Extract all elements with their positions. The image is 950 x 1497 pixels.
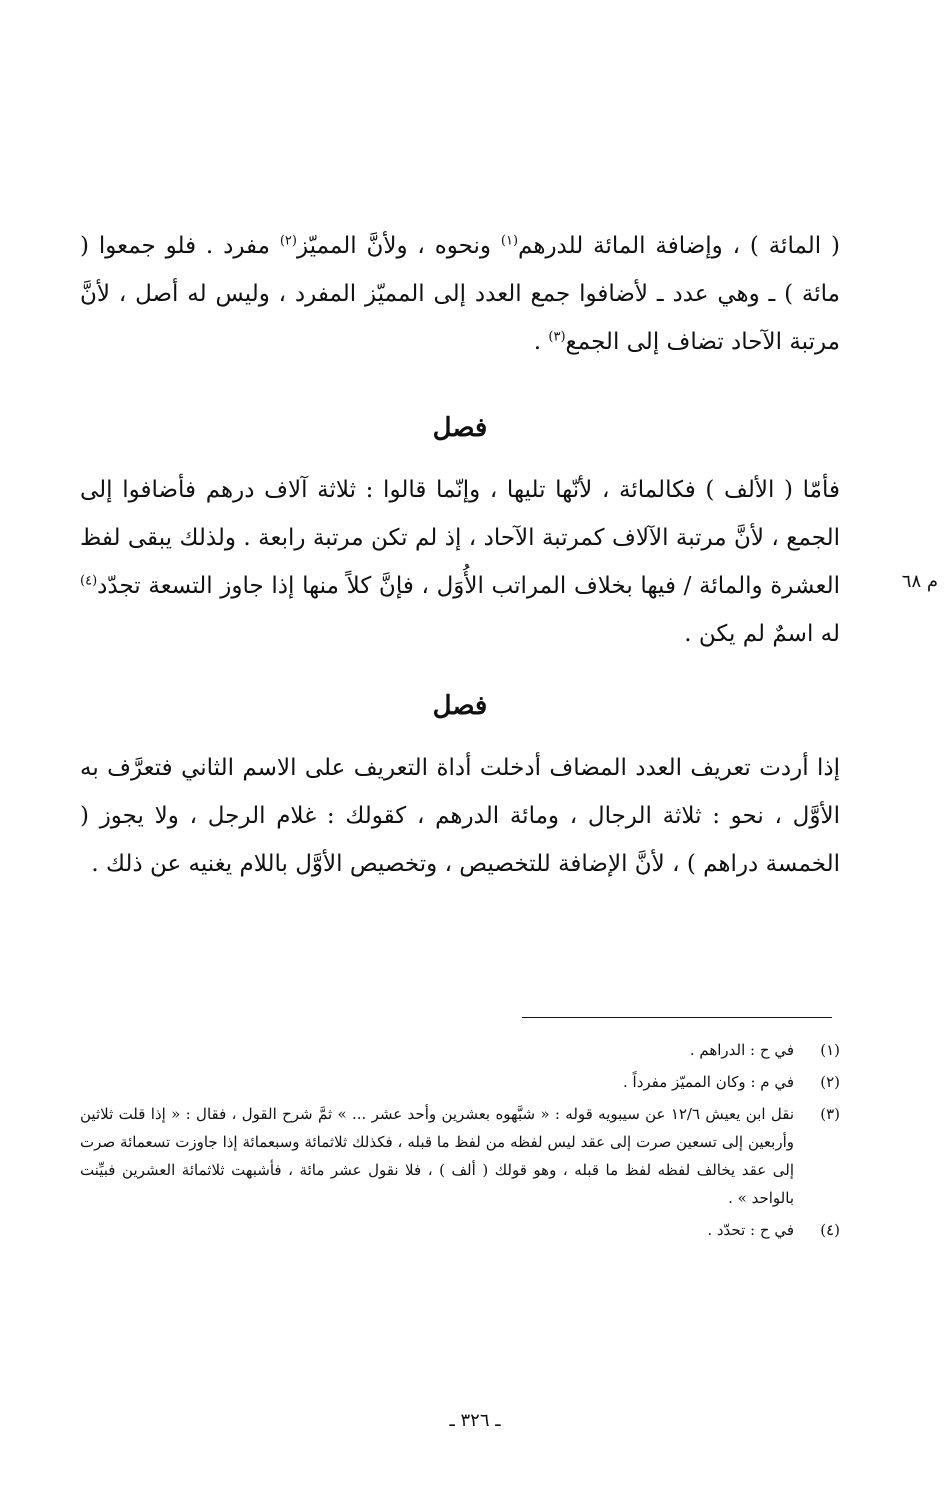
text-run: مفرد . فلو جمعوا ( مائة ) ـ وهي عدد ـ لأضافوا جمع العدد إلى المميّز المفرد ، وليس له أصل ، لأنَّ مرتبة الآحاد تضاف إلى الجمع	[80, 233, 840, 355]
footnote-number: (٢)	[820, 1073, 840, 1091]
paragraph-text	[80, 466, 840, 658]
section-paragraph	[80, 466, 840, 658]
footnote-text: في م : وكان المميّز مفرداً .	[623, 1073, 794, 1091]
text-run: ( المائة ) ، وإضافة المائة للدرهم	[518, 233, 840, 259]
footnote-number: (٤)	[820, 1221, 840, 1239]
page-number: ـ ٣٢٦ ـ	[449, 1410, 501, 1431]
footnote-number: (١)	[820, 1041, 840, 1059]
footnote-separator	[522, 1017, 832, 1018]
section-heading: فصل	[432, 691, 488, 721]
footnote-ref: (١)	[500, 233, 519, 249]
footnotes	[80, 1036, 840, 1248]
footnote	[80, 1100, 840, 1212]
section-paragraph	[80, 744, 840, 888]
footnote	[80, 1036, 840, 1064]
footnote-number: (٣)	[820, 1105, 840, 1123]
footnote-ref: (٤)	[80, 573, 98, 589]
footnote	[80, 1068, 840, 1096]
section-heading: فصل	[432, 413, 488, 443]
footnote-ref: (٣)	[548, 329, 566, 345]
intro-paragraph	[80, 222, 840, 366]
footnote-text: في ح : تحدّد .	[707, 1221, 794, 1239]
footnote-ref: (٢)	[279, 233, 297, 249]
text-run: له اسمٌ لم يكن .	[684, 621, 840, 647]
footnote	[80, 1216, 840, 1244]
paragraph-text: إذا أردت تعريف العدد المضاف أدخلت أداة التعريف على الاسم الثاني فتعرَّف به الأوَّل ، نحو : ثلاثة الرجال ، ومائة الدرهم ، كقولك : غلام الرجل ، ولا يجوز ( الخمسة دراهم ) ، لأنَّ الإضافة للتخصيص ، وتخصيص الأوَّل باللام يغنيه عن ذلك .	[80, 755, 840, 877]
footnote-text: نقل ابن يعيش ١٢/٦ عن سيبويه قوله : « شبَّهوه بعشرين وأحد عشر ... » ثمَّ شرح القول ، فقال : « إذا قلت ثلاثين وأربعين إلى تسعين صرت إلى عقد ليس لفظه من لفظ ما قبله ، فكذلك ثلاثمائة وسبعمائة إذا جاوزت تسعمائة صرت إلى عقد يخالف لفظه لفظ ما قبله ، وهو قولك ( ألف ) ، فلا نقول عشر مائة ، فأشبهت ثلاثمائة العشرين فبيِّنت بالواحد » .	[80, 1105, 795, 1207]
paragraph-text	[80, 222, 840, 366]
margin-manuscript-ref: م ٦٨	[901, 571, 938, 592]
text-run: .	[533, 329, 549, 355]
footnote-text: في ح : الدراهم .	[689, 1041, 794, 1059]
text-run: فأمّا ( الألف ) فكالمائة ، لأنّها تليها ، وإنّما قالوا : ثلاثة آلاف درهم فأضافوا إلى الجمع ، لأنَّ مرتبة الآلاف كمرتبة الآحاد ، إذ لم تكن مرتبة رابعة . ولذلك يبقى لفظ العشرة والمائة / فيها بخلاف المراتب الأُوَل ، فإنَّ كلاً منها إذا جاوز التسعة تجدّد	[80, 477, 840, 599]
text-run: ونحوه ، ولأنَّ المميّز	[296, 233, 501, 259]
